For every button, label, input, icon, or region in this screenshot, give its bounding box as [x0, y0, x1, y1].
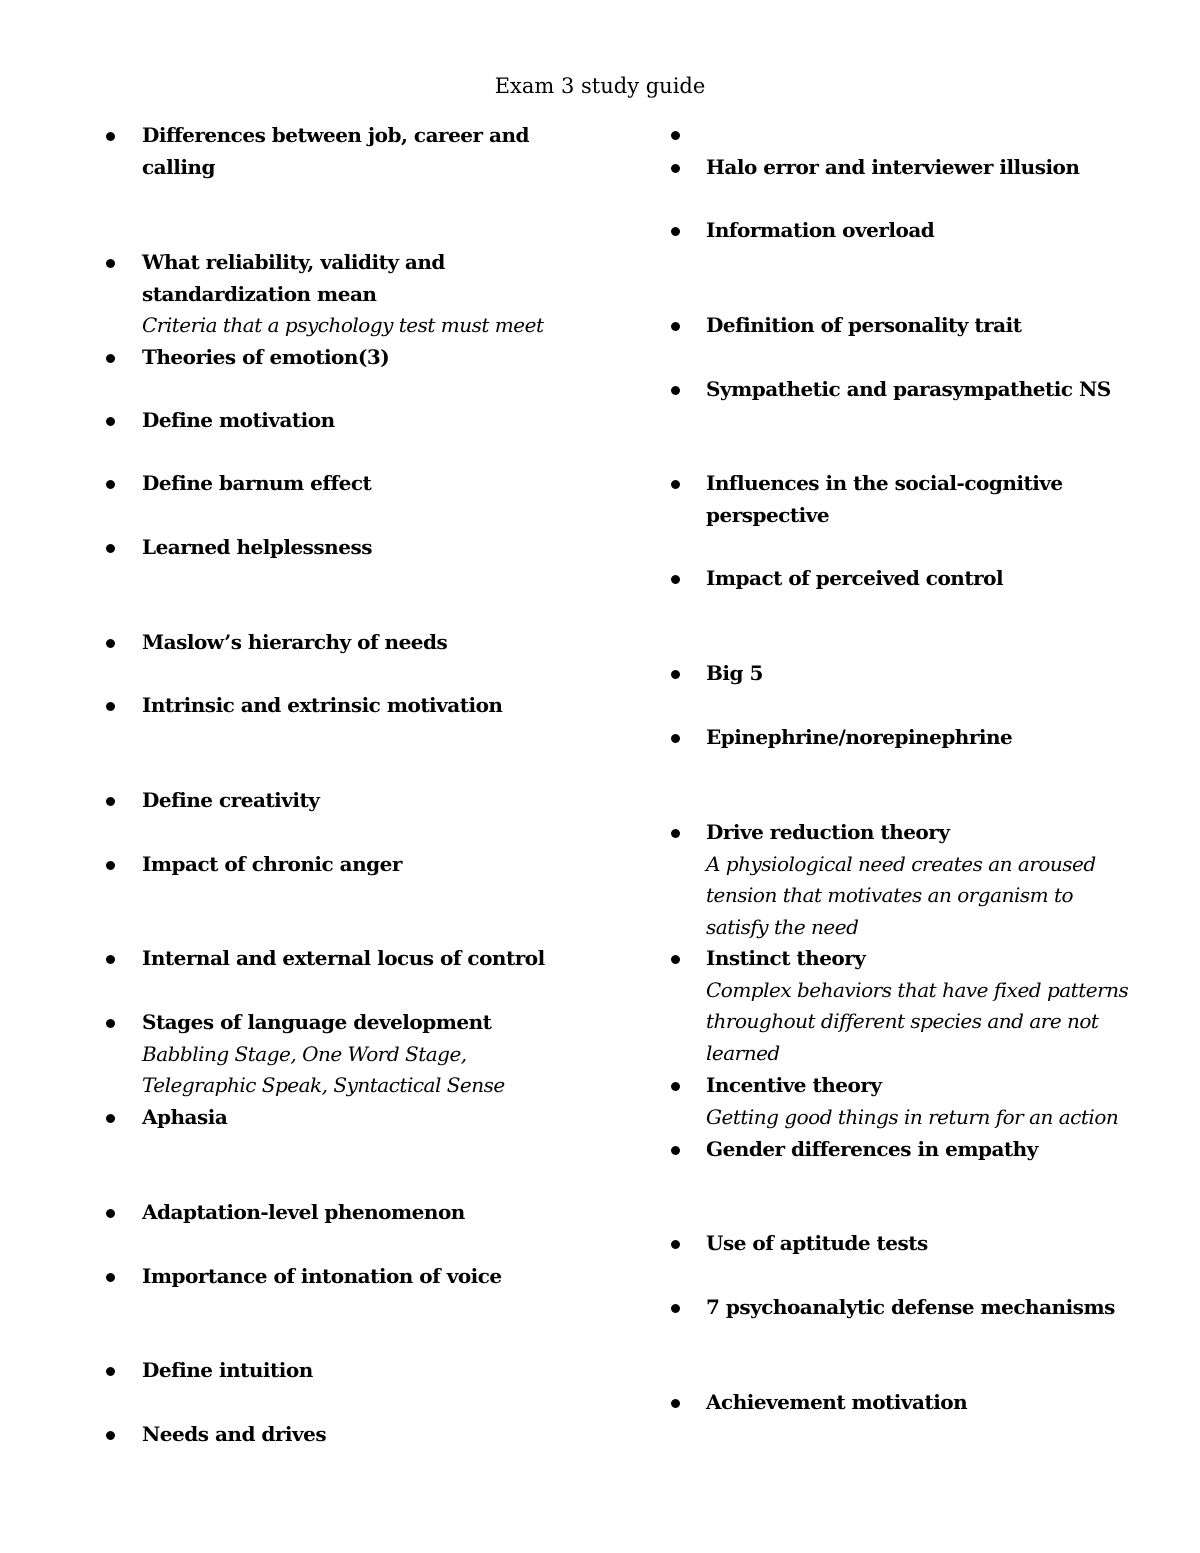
bullet-icon — [671, 386, 680, 395]
list-item — [706, 722, 1146, 754]
list-item — [142, 849, 562, 881]
item-text: Influences in the social-cognitive perspective — [706, 471, 1063, 527]
item-text: Information overload — [706, 218, 935, 242]
list-item — [706, 215, 1146, 247]
bullet-icon — [106, 1114, 115, 1123]
item-text: Stages of language development — [142, 1010, 492, 1034]
item-text: Impact of perceived control — [706, 566, 1004, 590]
bullet-icon — [106, 1209, 115, 1218]
list-item — [706, 943, 1156, 1069]
list-item — [142, 247, 562, 342]
item-text: Drive reduction theory — [706, 820, 950, 844]
bullet-icon — [106, 639, 115, 648]
bullet-icon — [106, 544, 115, 553]
item-text: Sympathetic and parasympathetic NS — [706, 377, 1111, 401]
bullet-icon — [671, 1240, 680, 1249]
item-text: Define creativity — [142, 788, 320, 812]
item-text: Use of aptitude tests — [706, 1231, 928, 1255]
list-item — [706, 563, 1146, 595]
list-item — [706, 1387, 1146, 1419]
list-item — [706, 152, 1146, 184]
bullet-icon — [106, 1019, 115, 1028]
item-text: Define barnum effect — [142, 471, 372, 495]
list-item — [142, 1197, 562, 1229]
item-text: Big 5 — [706, 661, 763, 685]
list-item — [142, 1355, 562, 1387]
item-text: Instinct theory — [706, 946, 866, 970]
bullet-icon — [106, 417, 115, 426]
list-item — [142, 1007, 562, 1102]
list-item — [706, 817, 1126, 943]
item-text: Define intuition — [142, 1358, 313, 1382]
item-text: Maslow’s hierarchy of needs — [142, 630, 448, 654]
list-item — [142, 468, 562, 500]
bullet-icon — [671, 131, 680, 140]
list-item — [142, 627, 562, 659]
list-item — [142, 690, 562, 722]
item-text: Achievement motivation — [706, 1390, 968, 1414]
bullet-icon — [106, 259, 115, 268]
bullet-icon — [671, 1304, 680, 1313]
item-text: Impact of chronic anger — [142, 852, 402, 876]
item-text: What reliability, validity and standardization mean — [142, 250, 445, 306]
item-text: Epinephrine/norepinephrine — [706, 725, 1013, 749]
item-text: Intrinsic and extrinsic motivation — [142, 693, 503, 717]
list-item — [142, 405, 562, 437]
item-note: Getting good things in return for an action — [706, 1104, 1119, 1129]
item-text: Gender differences in empathy — [706, 1137, 1038, 1161]
bullet-icon — [671, 575, 680, 584]
bullet-icon — [106, 132, 115, 141]
list-item — [142, 1419, 562, 1451]
bullet-icon — [671, 955, 680, 964]
item-text: 7 psychoanalytic defense mechanisms — [706, 1295, 1115, 1319]
item-note: Babbling Stage, One Word Stage, Telegraphic Speak, Syntactical Sense — [142, 1041, 505, 1098]
item-text: Needs and drives — [142, 1422, 327, 1446]
item-text: Learned helplessness — [142, 535, 372, 559]
bullet-icon — [671, 164, 680, 173]
bullet-icon — [671, 322, 680, 331]
item-note: Criteria that a psychology test must meet — [142, 313, 544, 338]
bullet-icon — [106, 861, 115, 870]
list-item — [706, 1134, 1146, 1166]
list-item — [706, 1292, 1156, 1324]
bullet-icon — [671, 670, 680, 679]
bullet-icon — [671, 480, 680, 489]
bullet-icon — [106, 1273, 115, 1282]
bullet-icon — [671, 1082, 680, 1091]
list-item — [142, 1261, 562, 1293]
bullet-icon — [671, 734, 680, 743]
item-text: Internal and external locus of control — [142, 946, 545, 970]
item-note: A physiological need creates an aroused tension that motivates an organism to satisfy the need — [706, 851, 1096, 939]
list-item — [706, 1228, 1146, 1260]
bullet-icon — [671, 829, 680, 838]
item-text: Adaptation-level phenomenon — [142, 1200, 465, 1224]
list-item — [706, 310, 1146, 342]
list-item — [706, 1070, 1176, 1133]
bullet-icon — [106, 1431, 115, 1440]
list-item — [142, 1102, 562, 1134]
item-text: Importance of intonation of voice — [142, 1264, 502, 1288]
bullet-icon — [106, 702, 115, 711]
item-note: Complex behaviors that have fixed patterns throughout different species and are not learned — [706, 977, 1129, 1065]
list-item — [706, 374, 1146, 406]
item-text: Aphasia — [142, 1105, 228, 1129]
bullet-icon — [671, 227, 680, 236]
list-item — [142, 120, 562, 183]
bullet-icon — [106, 1367, 115, 1376]
bullet-icon — [106, 955, 115, 964]
item-text: Incentive theory — [706, 1073, 882, 1097]
bullet-icon — [671, 1146, 680, 1155]
bullet-icon — [106, 797, 115, 806]
list-item — [142, 943, 562, 975]
page-title: Exam 3 study guide — [494, 74, 706, 98]
bullet-icon — [671, 1399, 680, 1408]
item-text: Halo error and interviewer illusion — [706, 155, 1080, 179]
item-text: Differences between job, career and calling — [142, 123, 530, 179]
item-text: Theories of emotion(3) — [142, 345, 390, 369]
item-text: Define motivation — [142, 408, 335, 432]
item-text: Definition of personality trait — [706, 313, 1022, 337]
list-item — [706, 468, 1146, 531]
list-item — [706, 658, 1146, 690]
list-item — [142, 532, 562, 564]
list-item — [142, 342, 562, 374]
list-item — [142, 785, 562, 817]
bullet-icon — [106, 354, 115, 363]
bullet-icon — [106, 480, 115, 489]
